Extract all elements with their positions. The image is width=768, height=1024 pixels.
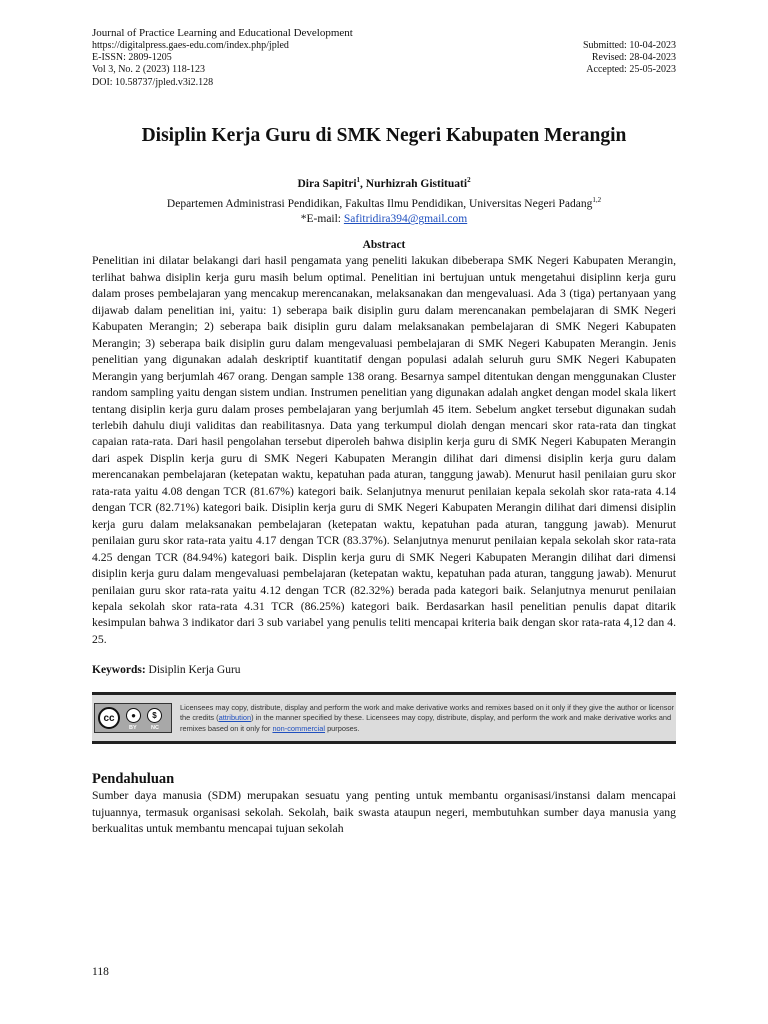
license-text bbox=[180, 703, 676, 735]
abstract-body: Penelitian ini dilatar belakangi dari hasil pengamata yang peneliti lakukan dibeberapa SMK Negeri Kabupaten Merangin, terlihat bahwa disiplin kerja guru masih belum optimal. Penelitian ini bertujuan untuk mengetahui disiplinn kerja guru dalam proses pembelajaran yang mencakup merencanakan, melaksanakan dan mengevaluasi. Ada 3 (tiga) pertanyaan yang dijawab dalam penelitian ini, yaitu: 1) seberapa baik disiplin guru dalam merencanakan pembelajaran di SMK Negeri Kabupaten Merangin; 2) seberapa baik disiplin guru dalam melaksanakan pembelajaran di SMK Negeri Kabupaten Merangin; 3) seberapa baik disiplin guru dalam mengevaluasi pembelajaran di SMK Negeri Kabupaten Merangin. Jenis penelitian yang digunakan adalah deskriptif kuantitatif dengan populasi adalah seluruh guru SMK Negeri Kabupaten Merangin yang berjumlah 467 orang. Dengan sample 138 orang. Besarnya sampel ditentukan dengan menggunakan Cluster random sampling yaitu dengan sistem undian. Instrumen penelitian yang digunakan adalah angket dengan model skala likert tentang disiplin kerja guru dalam proses pembelajaran yang berjumlah 45 item. Sebelum angket tersebut digunakan sudah terlebih dahulu diuji validitas dan reabilitasnya. Data yang terkumpul diolah dengan mencari skor rata-rata dan tingkat capaian rata-rata. Dari hasil pengolahan tersebut diperoleh bahwa disiplin kerja guru di SMK Negeri Kabupaten Merangin dari aspek Displin kerja guru di SMK Negeri Kabupaten Merangin dilihat dari dimensi disiplin kerja guru dalam merencanakan pembelajaran (ketepatan waktu, kepatuhan pada aturan, tanggung jawab). Menurut hasil penilaian guru skor rata-rata yaitu 4.08 dengan TCR (81.67%) kategori baik. Selanjutnya menurut penilaian kepala sekolah skor rata-rata 4.14 dengan TCR (82.71%) kategori baik. Disiplin kerja guru di SMK Negeri Kabupaten Merangin dilihat dari dimensi disiplin kerja guru dalam melaksanakan pembelajaran (ketepatan waktu, kepatuhan pada aturan, tanggung jawab). Menurut penilaian guru skor rata-rata yaitu 4.17 dengan TCR (83.37%). Selanjutnya menurut penilaian kepala sekolah skor rata-rata 4.25 dengan TCR (84.94%) kategori baik. Displin kerja guru di SMK Negeri Kabupaten Merangin dilihat dari dimensi disiplin kerja guru dalam mengevaluasi pembelajaran (ketepatan waktu, kepatuhan pada aturan, tanggung jawab). Menurut penilaian guru skor rata-rata yaitu 4.12 dengan TCR (82.32%) berada pada kategori baik. Selanjutnya menurut penilaian kepala sekolah skor rata-rata 4.31 TCR (86.25%) kategori baik. Berdasarkan hasil penelitian penulis dapat ditarik kesimpulan bahwa 3 indikator dari 3 sub variabel yang penulis teliti mencapai kriteria baik dengan skor rata-rata 4,12 dan 4. 25. bbox=[92, 254, 676, 646]
page-number: 118 bbox=[92, 966, 109, 978]
nc-tag: NC bbox=[151, 725, 159, 732]
journal-eissn: E-ISSN: 2809-1205 bbox=[92, 52, 172, 64]
cc-icon: cc bbox=[98, 707, 120, 729]
email-label: *E-mail: bbox=[300, 213, 344, 226]
cc-license-logo[interactable] bbox=[94, 703, 172, 733]
attribution-link[interactable]: attribution bbox=[218, 713, 252, 723]
by-tag: BY bbox=[129, 725, 137, 732]
section-body: Sumber daya manusia (SDM) merupakan sesuatu yang penting untuk membantu organisasi/instansi dalam mencapai tujuannya, termasuk organisasi sekolah. Sekolah, baik swasta ataupun negeri, membutuhkan sumber daya manusia yang berkualitas untuk membantu mencapai tujuan sekolah bbox=[92, 789, 676, 835]
license-box bbox=[92, 692, 676, 744]
journal-name: Journal of Practice Learning and Educational Development bbox=[92, 27, 353, 39]
keywords-value: Disiplin Kerja Guru bbox=[145, 664, 241, 677]
accepted-date: Accepted: 25-05-2023 bbox=[586, 64, 676, 76]
affiliation-sup: 1,2 bbox=[592, 195, 602, 204]
by-person-icon: ● bbox=[126, 708, 141, 723]
nc-dollar-icon: $ bbox=[147, 708, 162, 723]
article-dates bbox=[583, 27, 676, 89]
author-list bbox=[92, 172, 676, 192]
abstract-heading: Abstract bbox=[362, 239, 406, 252]
journal-header bbox=[92, 27, 676, 89]
submitted-date: Submitted: 10-04-2023 bbox=[582, 40, 676, 51]
paper-title: Disiplin Kerja Guru di SMK Negeri Kabupaten Merangin bbox=[141, 124, 627, 146]
noncommercial-link[interactable]: non-commercial bbox=[272, 723, 326, 733]
keywords-label: Keywords: bbox=[92, 664, 146, 677]
license-text-part: Licensees may copy, distribute, display and perform the work and make derivative works and remixes based on it only if they give the author or licensor the credits ( bbox=[180, 702, 675, 723]
author-separator: , bbox=[360, 177, 366, 190]
email-link[interactable]: Safitridira394@gmail.com bbox=[343, 213, 468, 226]
journal-doi: DOI: 10.58737/jpled.v3i2.128 bbox=[92, 76, 214, 88]
keywords bbox=[92, 662, 676, 678]
journal-volume: Vol 3, No. 2 (2023) 118-123 bbox=[92, 64, 206, 76]
journal-info bbox=[92, 27, 353, 89]
affiliation-text: Departemen Administrasi Pendidikan, Fakultas Ilmu Pendidikan, Universitas Negeri Padang bbox=[166, 197, 593, 210]
author-sup: 1 bbox=[356, 175, 361, 184]
author-name: Nurhizrah Gistituati bbox=[365, 177, 468, 190]
paper-page bbox=[92, 27, 676, 837]
author-name: Dira Sapitri bbox=[297, 177, 357, 190]
license-text-part: ) in the manner specified by these. Licensees may copy, distribute, display, and perform the work and make derivative works and remixes based on it only for bbox=[180, 713, 672, 733]
revised-date: Revised: 28-04-2023 bbox=[591, 52, 676, 64]
section-heading: Pendahuluan bbox=[92, 771, 175, 788]
author-sup: 2 bbox=[467, 175, 471, 184]
author-email bbox=[92, 211, 676, 227]
journal-url: https://digitalpress.gaes-edu.com/index.php/jpled bbox=[92, 40, 289, 51]
license-text-part: purposes. bbox=[325, 723, 360, 733]
affiliation bbox=[92, 192, 676, 212]
